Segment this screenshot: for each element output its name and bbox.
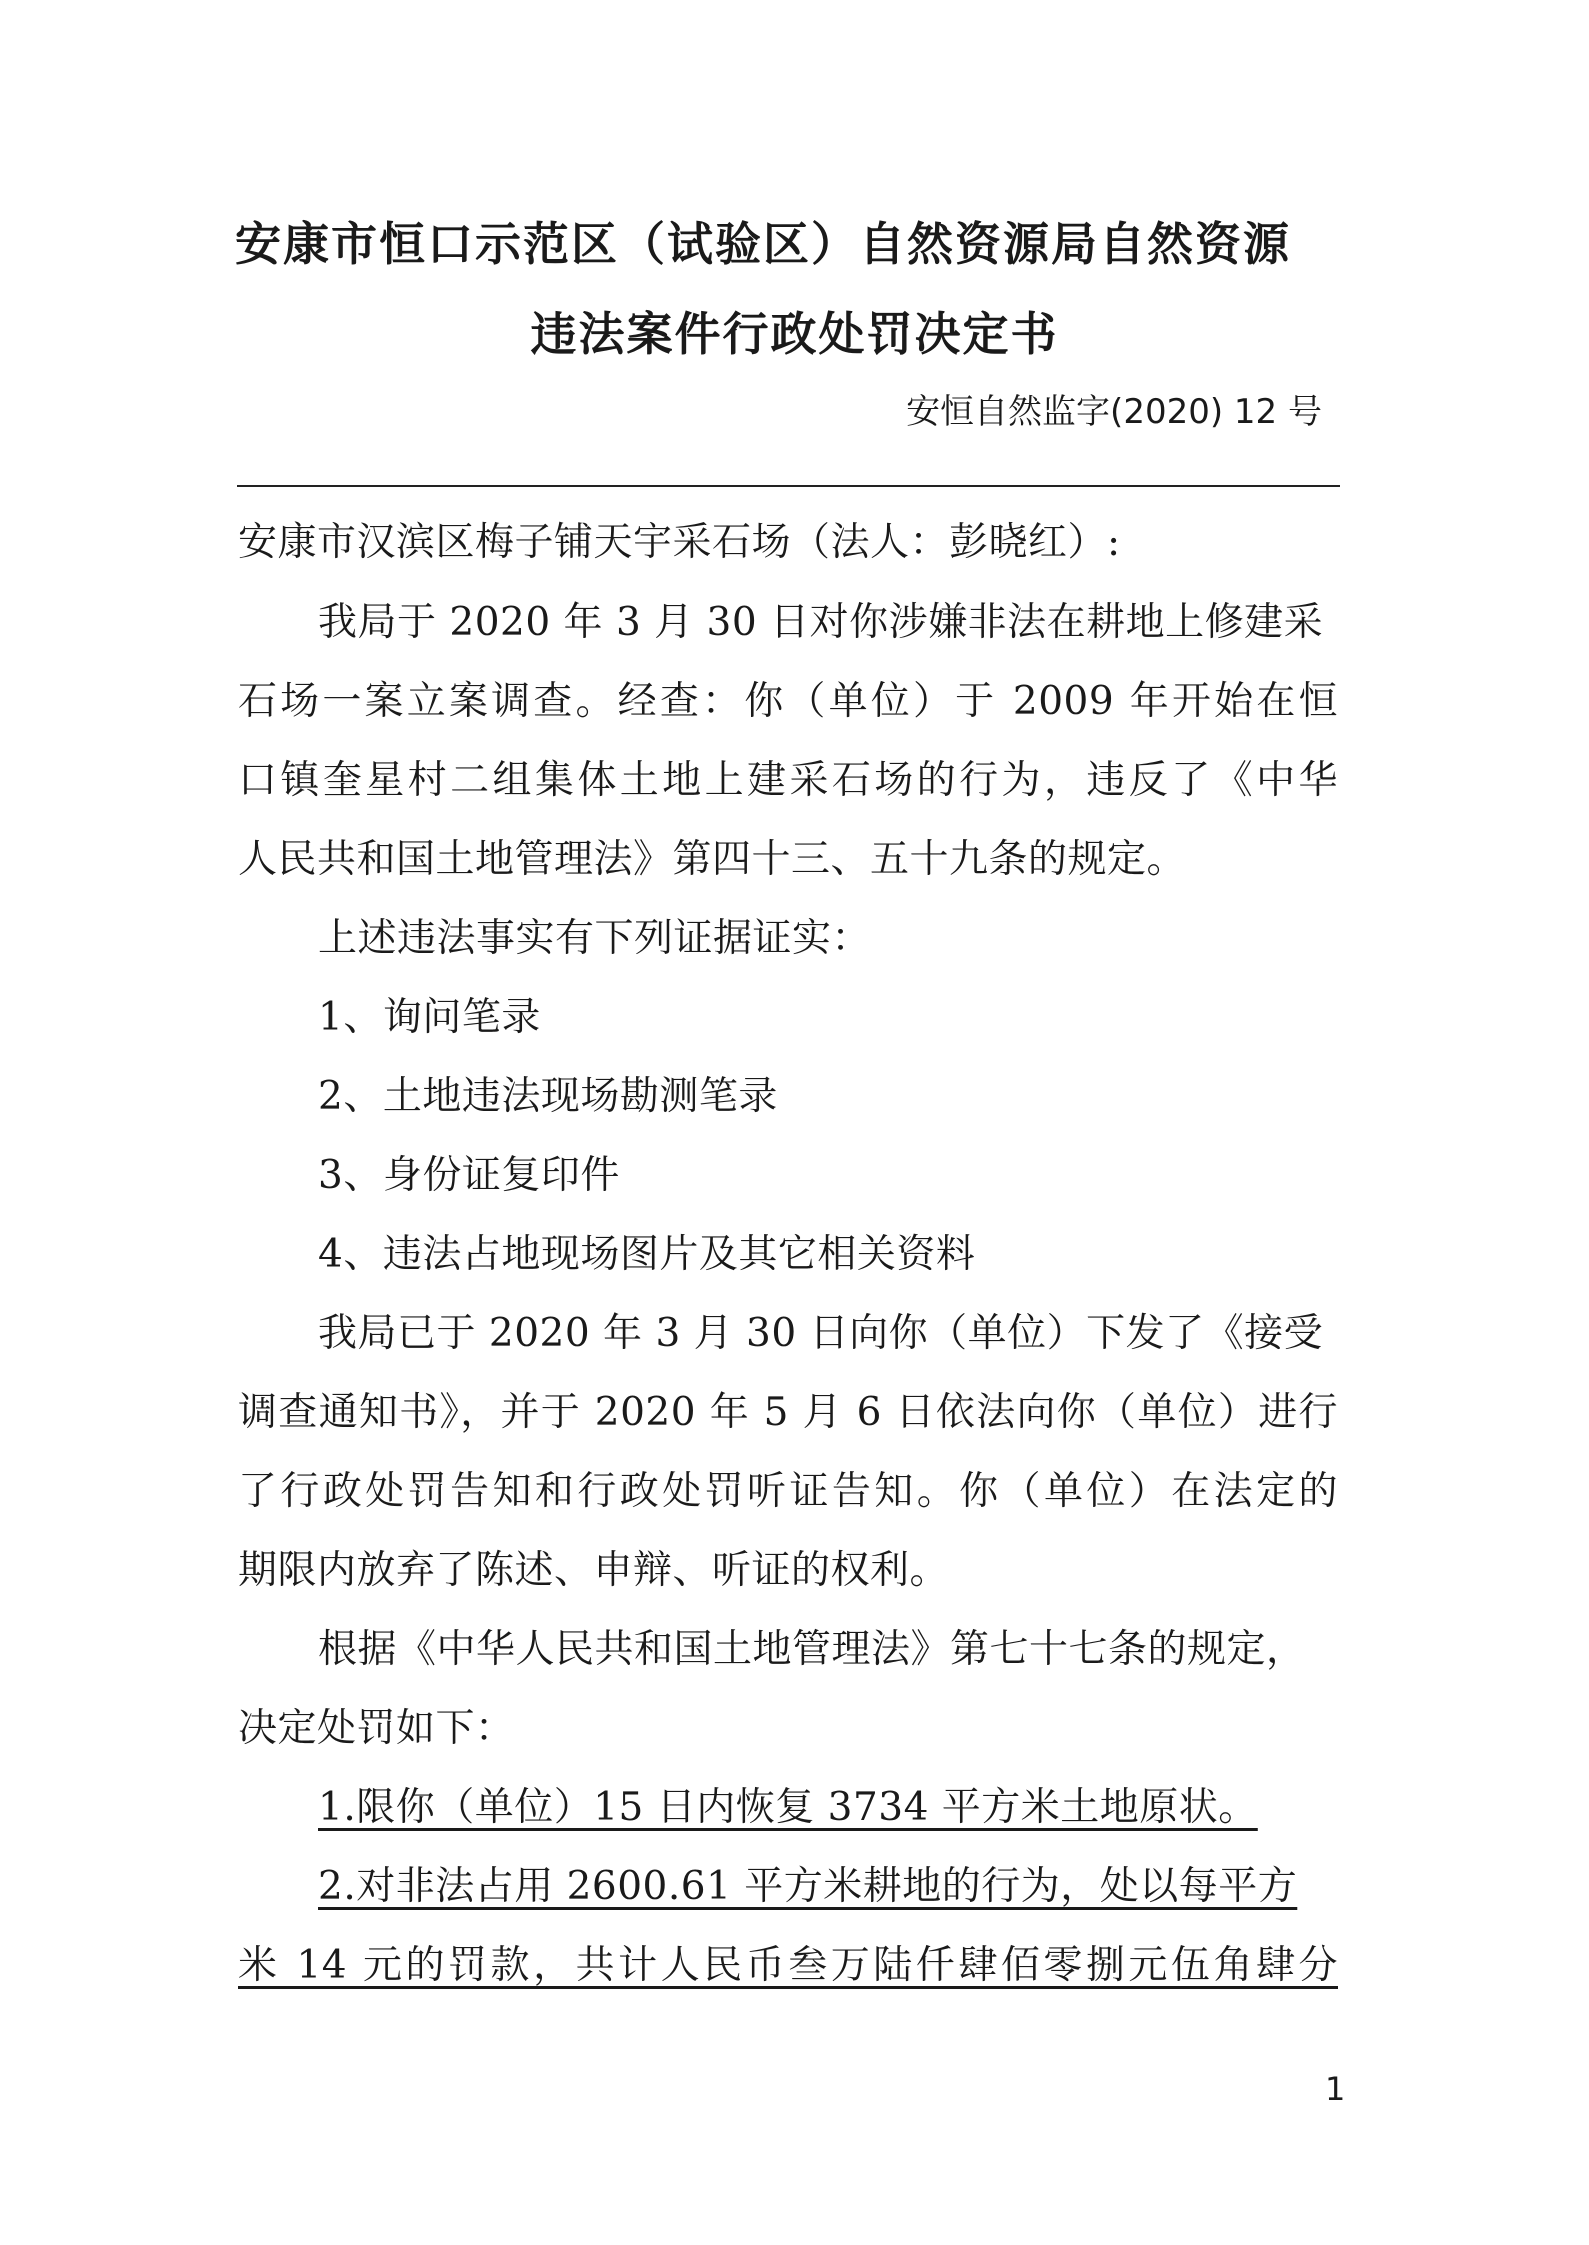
page-number: 1 xyxy=(1325,2070,1346,2108)
paragraph-1-line-4: 人民共和国土地管理法》第四十三、五十九条的规定。 xyxy=(238,837,1187,882)
paragraph-3-line-2: 决定处罚如下： xyxy=(238,1706,515,1751)
evidence-item: 4、违法占地现场图片及其它相关资料 xyxy=(318,1232,976,1277)
addressee: 安康市汉滨区梅子铺天宇采石场（法人：彭晓红）: xyxy=(238,520,1121,565)
header-divider xyxy=(237,485,1340,487)
paragraph-1-line-3: 口镇奎星村二组集体土地上建采石场的行为，违反了《中华 xyxy=(238,758,1338,803)
evidence-item: 2、土地违法现场勘测笔录 xyxy=(318,1074,778,1119)
paragraph-2-line-3: 了行政处罚告知和行政处罚听证告知。你（单位）在法定的 xyxy=(238,1469,1338,1514)
penalty-item-2-line-1: 2.对非法占用 2600.61 平方米耕地的行为，处以每平方 xyxy=(318,1864,1298,1909)
paragraph-2-line-1: 我局已于 2020 年 3 月 30 日向你（单位）下发了《接受 xyxy=(318,1311,1324,1356)
penalty-item-1: 1.限你（单位）15 日内恢复 3734 平方米土地原状。 xyxy=(318,1785,1258,1830)
paragraph-3-line-1: 根据《中华人民共和国土地管理法》第七十七条的规定， xyxy=(318,1627,1306,1672)
paragraph-2-line-2: 调查通知书》，并于 2020 年 5 月 6 日依法向你（单位）进行 xyxy=(238,1390,1338,1435)
paragraph-1-line-1: 我局于 2020 年 3 月 30 日对你涉嫌非法在耕地上修建采 xyxy=(318,600,1324,645)
document-title-line-2: 违法案件行政处罚决定书 xyxy=(530,307,1059,361)
evidence-item: 1、询问笔录 xyxy=(318,995,541,1040)
paragraph-1-line-2: 石场一案立案调查。经查：你（单位）于 2009 年开始在恒 xyxy=(238,679,1338,724)
document-title-line-1: 安康市恒口示范区（试验区）自然资源局自然资源 xyxy=(235,217,1291,271)
evidence-intro: 上述违法事实有下列证据证实： xyxy=(318,916,872,961)
penalty-item-2-line-2: 米 14 元的罚款，共计人民币叁万陆仟肆佰零捌元伍角肆分 xyxy=(238,1943,1338,1988)
evidence-item: 3、身份证复印件 xyxy=(318,1153,620,1198)
document-number: 安恒自然监字(2020) 12 号 xyxy=(906,392,1322,432)
paragraph-2-line-4: 期限内放弃了陈述、申辩、听证的权利。 xyxy=(238,1548,950,1593)
